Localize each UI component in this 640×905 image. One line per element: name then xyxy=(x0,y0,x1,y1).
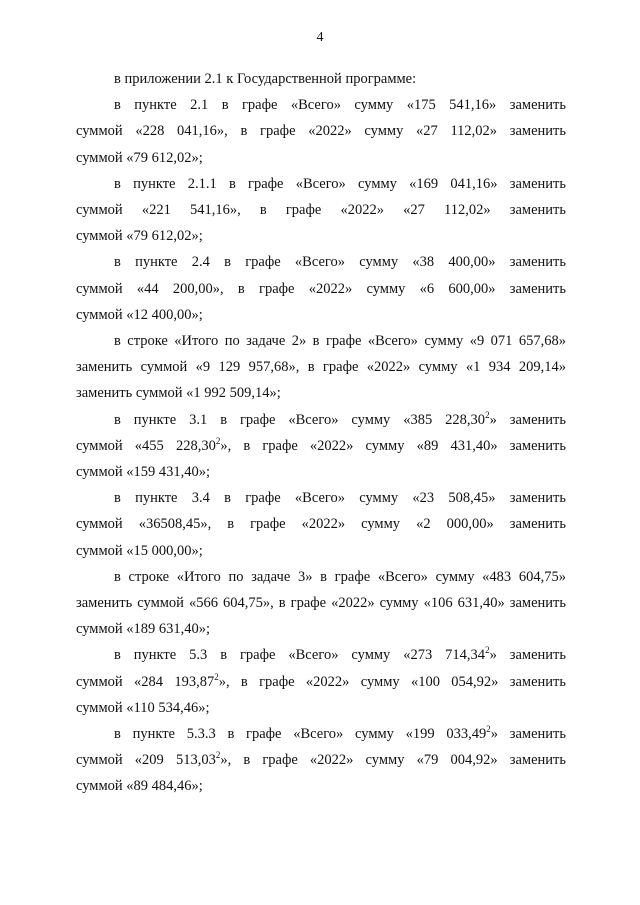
paragraph-last-line: суммой «79 612,02»; xyxy=(76,228,203,245)
paragraph-last-line: суммой «159 431,40»; xyxy=(76,464,211,481)
superscript-mark: 2 xyxy=(485,645,490,656)
superscript-mark: 2 xyxy=(214,671,219,682)
paragraph-line: суммой «36508,45», в графе «2022» сумму «2 000,00» заменить xyxy=(76,516,566,533)
amendment-paragraph xyxy=(76,407,566,486)
paragraph-last-line: суммой «89 484,46»; xyxy=(76,778,203,795)
paragraph-first-line: в пункте 5.3.3 в графе «Всего» сумму «199 033,49$^2$» заменить xyxy=(114,724,566,743)
paragraph-line: суммой «44 200,00», в графе «2022» сумму «6 600,00» заменить xyxy=(76,280,566,297)
paragraph-last-line: суммой «15 000,00»; xyxy=(76,542,203,559)
paragraph-last-line: суммой «189 631,40»; xyxy=(76,621,211,638)
superscript-mark: 2 xyxy=(215,750,221,761)
superscript-mark: 2 xyxy=(486,724,491,735)
paragraph-first-line: в строке «Итого по задаче 2» в графе «Всего» сумму «9 071 657,68» xyxy=(114,333,566,350)
paragraph-first-line: в строке «Итого по задаче 3» в графе «Всего» сумму «483 604,75» xyxy=(114,568,566,585)
paragraph-line: суммой «228 041,16», в графе «2022» сумму «27 112,02» заменить xyxy=(76,123,566,140)
paragraph-line: суммой «221 541,16», в графе «2022» «27 112,02» заменить xyxy=(76,202,566,219)
paragraph-last-line: суммой «110 534,46»; xyxy=(76,699,210,716)
paragraph-first-line: в пункте 2.4 в графе «Всего» сумму «38 400,00» заменить xyxy=(114,254,566,271)
paragraph-line: суммой «209 513,03$^2$», в графе «2022» сумму «79 004,92» заменить xyxy=(76,750,566,769)
paragraph-last-line: суммой «12 400,00»; xyxy=(76,306,203,323)
page-number: 4 xyxy=(316,30,324,45)
amendment-paragraph xyxy=(76,328,566,407)
paragraph-first-line: в пункте 3.1 в графе «Всего» сумму «385 228,30$^2$» заменить xyxy=(114,409,566,428)
amendment-paragraph xyxy=(76,485,566,564)
paragraph-first-line: в пункте 5.3 в графе «Всего» сумму «273 714,34$^2$» заменить xyxy=(114,645,566,664)
paragraph-line: заменить суммой «9 129 957,68», в графе «2022» сумму «1 934 209,14» xyxy=(76,359,566,376)
amendment-paragraph xyxy=(76,92,566,171)
amendment-paragraph xyxy=(76,721,566,800)
amendment-paragraph xyxy=(76,171,566,250)
amendment-list xyxy=(76,92,566,799)
superscript-mark: 2 xyxy=(485,409,490,420)
amendment-paragraph xyxy=(76,249,566,328)
paragraph-first-line: в пункте 2.1 в графе «Всего» сумму «175 541,16» заменить xyxy=(114,97,566,114)
amendment-paragraph xyxy=(76,642,566,721)
superscript-mark: 2 xyxy=(215,435,221,446)
paragraph-line: заменить суммой «566 604,75», в графе «2022» сумму «106 631,40» заменить xyxy=(76,595,566,612)
paragraph-first-line: в пункте 3.4 в графе «Всего» сумму «23 508,45» заменить xyxy=(114,490,566,507)
paragraph-last-line: суммой «79 612,02»; xyxy=(76,149,203,166)
paragraph-line: суммой «284 193,87$^2$», в графе «2022» сумму «100 054,92» заменить xyxy=(76,671,566,690)
intro-line: в приложении 2.1 к Государственной программе: xyxy=(114,71,417,87)
document-body xyxy=(76,66,566,800)
paragraph-first-line: в пункте 2.1.1 в графе «Всего» сумму «169 041,16» заменить xyxy=(114,175,566,192)
paragraph-line: суммой «455 228,30$^2$», в графе «2022» сумму «89 431,40» заменить xyxy=(76,435,566,454)
paragraph-last-line: заменить суммой «1 992 509,14»; xyxy=(76,385,281,402)
amendment-paragraph xyxy=(76,564,566,643)
